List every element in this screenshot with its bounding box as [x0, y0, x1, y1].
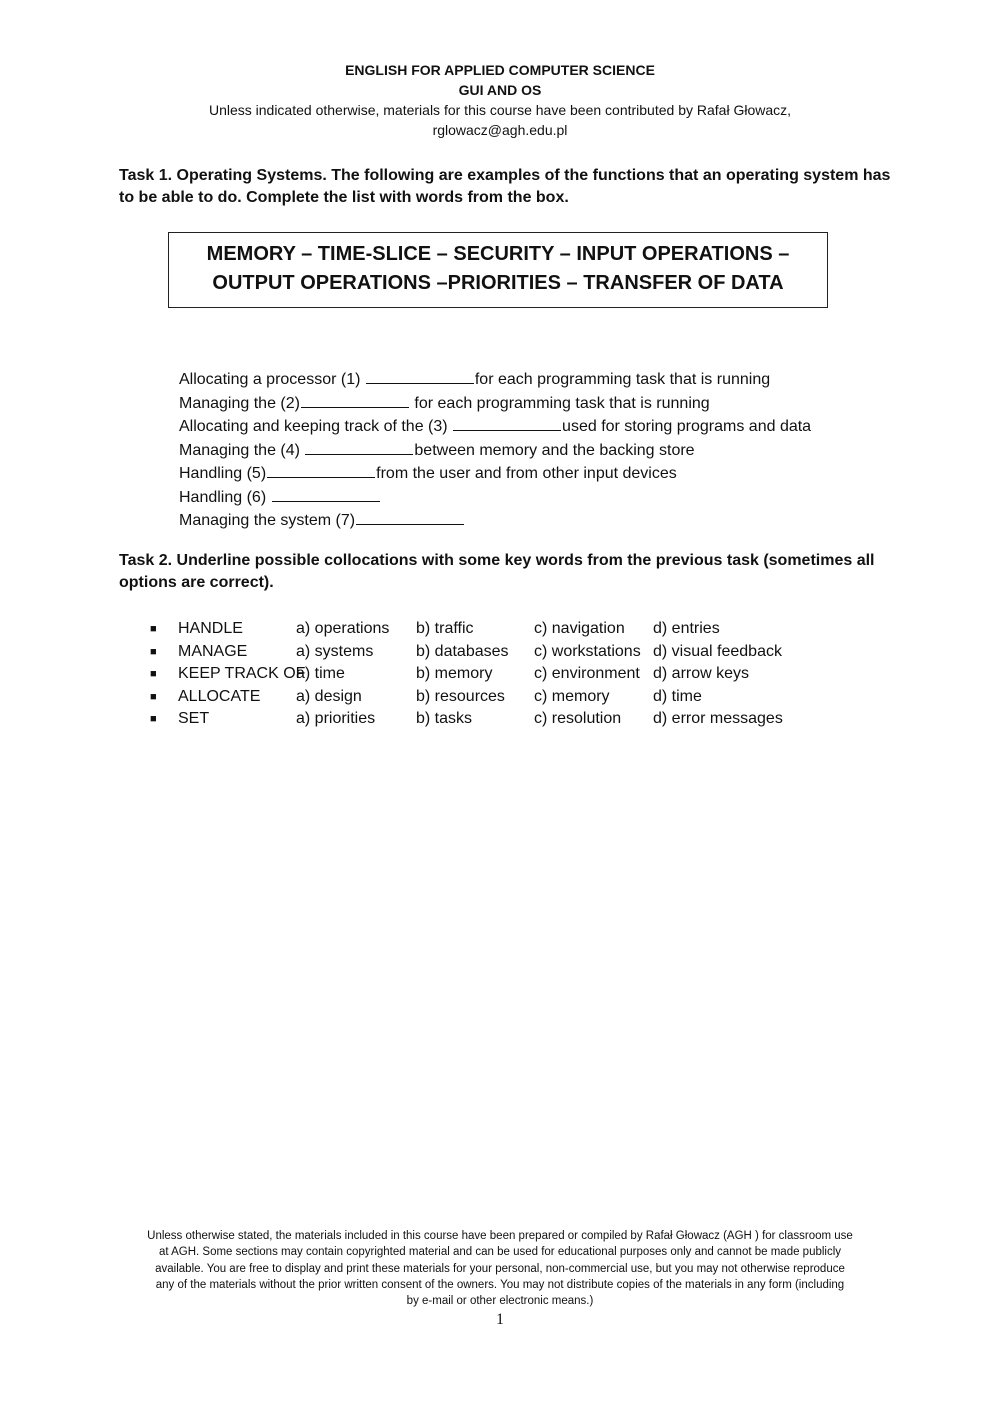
word-box	[168, 232, 828, 308]
option-b[interactable]: b) tasks	[416, 710, 473, 728]
collocation-row	[150, 686, 783, 709]
option-d[interactable]: d) error messages	[653, 710, 783, 728]
gap-item-text: between memory and the backing store	[414, 441, 695, 459]
gap-item-text: Managing the (4)	[179, 441, 305, 459]
option-c[interactable]: c) workstations	[534, 642, 641, 660]
answer-blank[interactable]	[267, 462, 375, 478]
collocation-keyword: HANDLE	[178, 620, 243, 637]
course-title: ENGLISH FOR APPLIED COMPUTER SCIENCE	[345, 62, 655, 78]
gap-item	[179, 509, 811, 533]
collocation-row	[150, 708, 783, 731]
collocation-keyword: KEEP TRACK OF	[178, 665, 306, 683]
answer-blank[interactable]	[272, 486, 380, 502]
author-email: rglowacz@agh.edu.pl	[432, 122, 568, 138]
gap-item-text: Allocating a processor (1)	[179, 371, 365, 388]
bullet-icon: ■	[150, 645, 157, 658]
footer-line: available. You are free to display and print these materials for your personal, non-commercial use, but you may not otherwise reproduce	[155, 1262, 845, 1275]
option-a[interactable]: a) priorities	[296, 710, 376, 728]
option-b[interactable]: b) memory	[416, 665, 493, 683]
answer-blank[interactable]	[453, 415, 561, 431]
option-d[interactable]: d) time	[653, 687, 702, 705]
answer-blank[interactable]	[366, 368, 474, 384]
footer-line: Unless otherwise stated, the materials included in this course have been prepared or compiled by Rafał Głowacz (AGH ) for classroom use	[147, 1230, 853, 1242]
option-c[interactable]: c) memory	[534, 687, 610, 705]
bullet-icon: ■	[150, 713, 157, 726]
course-subtitle: GUI AND OS	[458, 82, 542, 98]
option-c[interactable]: c) navigation	[534, 620, 625, 637]
answer-blank[interactable]	[356, 509, 464, 525]
word-box-line: OUTPUT OPERATIONS –PRIORITIES – TRANSFER OF DATA	[212, 272, 784, 294]
option-b[interactable]: b) traffic	[416, 620, 474, 637]
collocation-row	[150, 618, 783, 641]
word-box-line: MEMORY – TIME-SLICE – SECURITY – INPUT OPERATIONS –	[206, 243, 790, 265]
option-c[interactable]: c) resolution	[534, 710, 622, 728]
collocation-keyword: SET	[178, 710, 210, 728]
footer-line: by e-mail or other electronic means.)	[406, 1295, 594, 1308]
option-a[interactable]: a) design	[296, 687, 362, 705]
option-a[interactable]: a) time	[296, 665, 345, 683]
gap-item	[179, 368, 811, 392]
gap-item-text: for each programming task that is running	[474, 371, 771, 388]
option-b[interactable]: b) resources	[416, 687, 505, 705]
gap-item-text: Managing the system (7)	[179, 512, 356, 529]
document-header	[0, 60, 1000, 140]
gap-item-text: Managing the (2)	[179, 394, 300, 412]
gap-item-text: Handling (6)	[179, 488, 271, 506]
gap-item-text: from the user and from other input devices	[376, 465, 677, 482]
bullet-icon: ■	[150, 623, 157, 635]
collocation-row	[150, 663, 783, 686]
option-b[interactable]: b) databases	[416, 642, 509, 660]
bullet-icon: ■	[150, 690, 157, 703]
footer-line: any of the materials without the prior written consent of the owners. You may not distribute copies of the materials in any form (including	[155, 1278, 845, 1291]
option-d[interactable]: d) arrow keys	[653, 665, 750, 683]
collocation-row	[150, 641, 783, 664]
task2-heading: Task 2. Underline possible collocations with some key words from the previous task (sometimes all options are correct).	[119, 552, 875, 591]
collocation-list	[150, 618, 783, 731]
page-number: 1	[496, 1311, 504, 1328]
gap-item	[179, 392, 811, 416]
gap-item-text: Handling (5)	[179, 465, 267, 482]
gap-item-text: used for storing programs and data	[562, 418, 812, 435]
task1-heading: Task 1. Operating Systems. The following are examples of the functions that an operating system has to be able to do. Complete the list with words from the box.	[119, 167, 891, 206]
option-d[interactable]: d) entries	[653, 620, 720, 637]
gap-item-text: for each programming task that is running	[409, 394, 710, 412]
option-d[interactable]: d) visual feedback	[653, 642, 782, 660]
gap-item	[179, 415, 811, 439]
answer-blank[interactable]	[301, 392, 409, 408]
attribution-line: Unless indicated otherwise, materials for this course have been contributed by Rafał Głowacz,	[208, 102, 792, 118]
gap-item-text: Allocating and keeping track of the (3)	[179, 418, 453, 435]
collocation-keyword: ALLOCATE	[178, 687, 261, 705]
option-a[interactable]: a) operations	[296, 620, 390, 637]
bullet-icon: ■	[150, 668, 157, 681]
answer-blank[interactable]	[305, 439, 413, 455]
collocation-keyword: MANAGE	[178, 642, 248, 660]
gap-item	[179, 439, 811, 463]
gap-item	[179, 486, 811, 510]
copyright-footer	[116, 1228, 884, 1309]
footer-line: at AGH. Some sections may contain copyrighted material and can be used for educational purposes only and cannot be made publicly	[158, 1246, 842, 1259]
gap-fill-list	[179, 368, 811, 533]
option-c[interactable]: c) environment	[534, 665, 640, 683]
gap-item	[179, 462, 811, 486]
option-a[interactable]: a) systems	[296, 642, 374, 660]
